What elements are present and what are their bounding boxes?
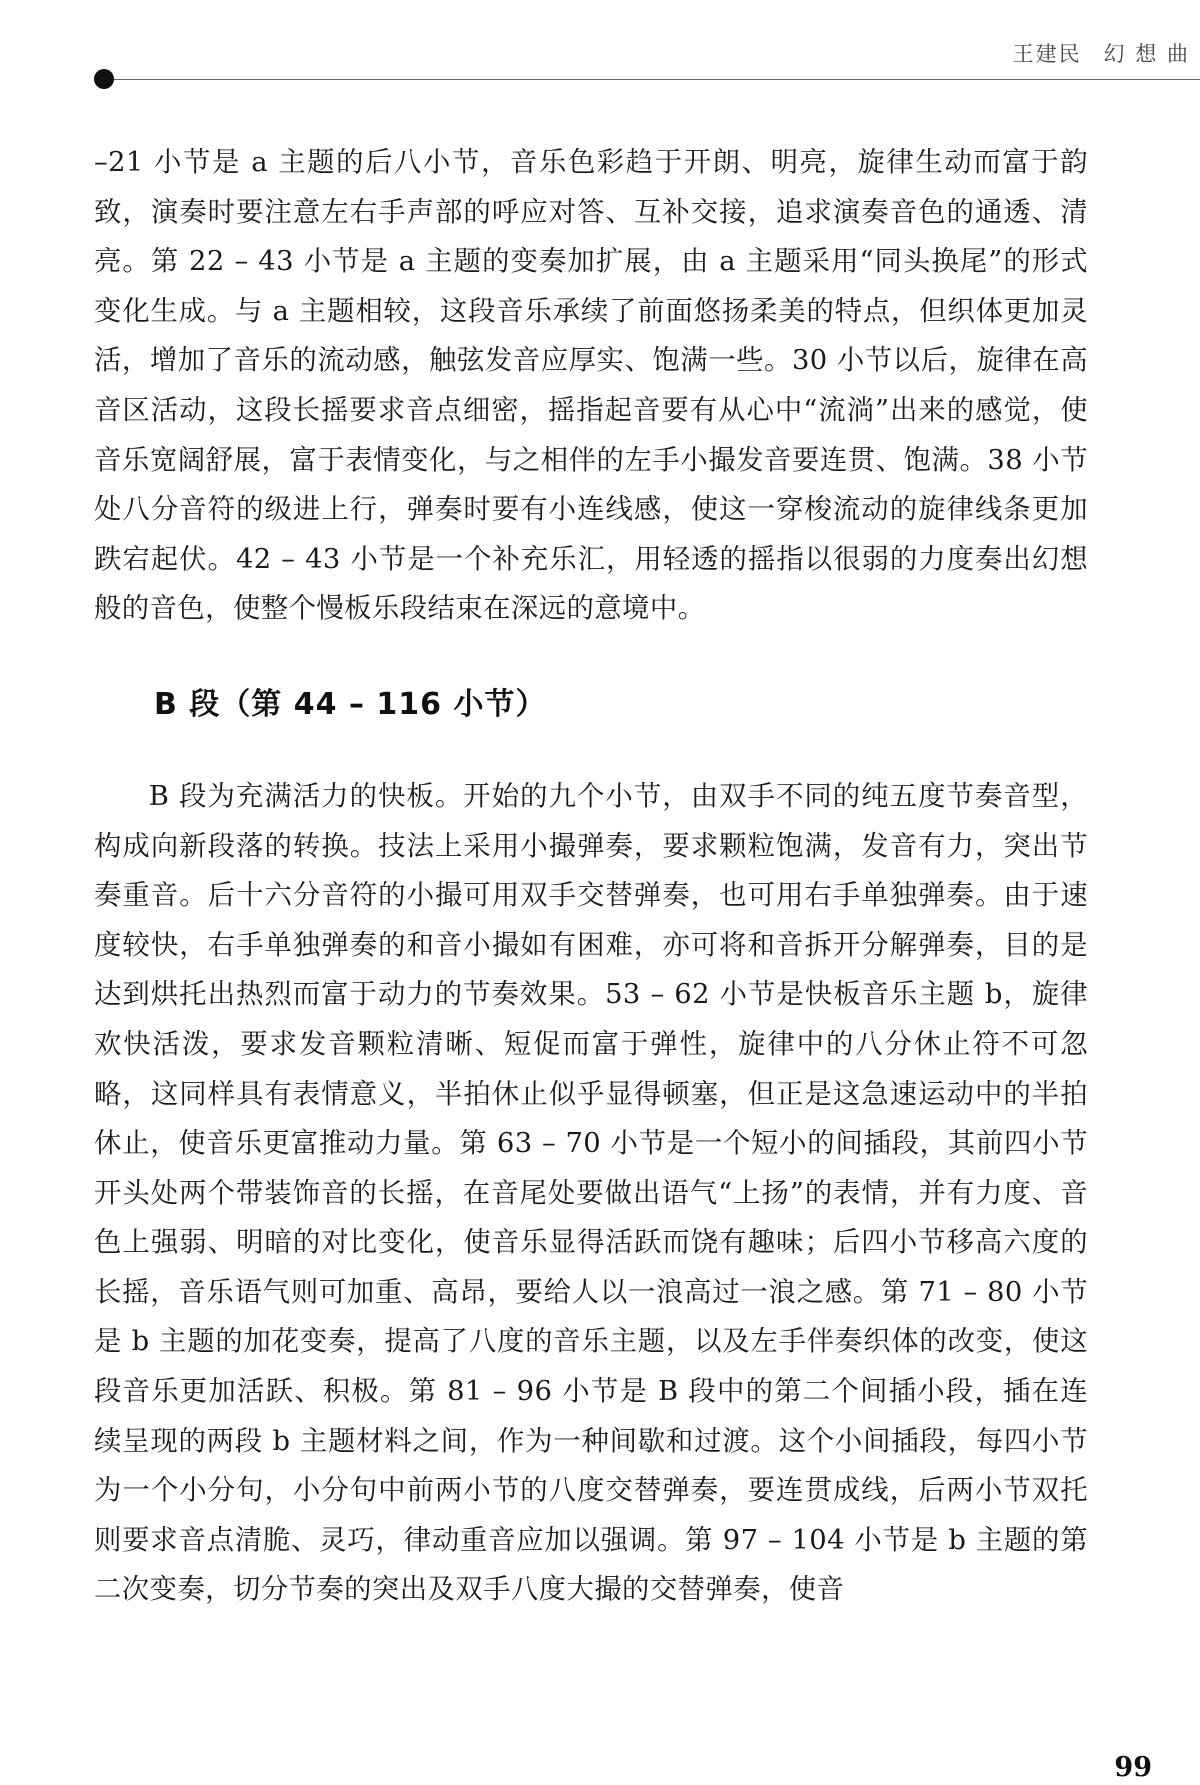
header-title: 幻 想 曲	[1103, 42, 1190, 66]
section-heading: B 段（第 44 – 116 小节）	[154, 686, 547, 722]
paragraph-continuation: –21 小节是 a 主题的后八小节，音乐色彩趋于开朗、明亮，旋律生动而富于韵致，演奏时要注意左右手声部的呼应对答、互补交接，追求演奏音色的通透、清亮。第 22 – 43 小节是 a 主题的变奏加扩展，由 a 主题采用“同头换尾”的形式变化生成。与 a 主题相较，这段音乐承续了前面悠扬柔美的特点，但织体更加灵活，增加了音乐的流动感，触弦发音应厚实、饱满一些。30 小节以后，旋律在高音区活动，这段长摇要求音点细密，摇指起音要有从心中“流淌”出来的感觉，使音乐宽阔舒展，富于表情变化，与之相伴的左手小撮发音要连贯、饱满。38 小节处八分音符的级进上行，弹奏时要有小连线感，使这一穿梭流动的旋律线条更加跌宕起伏。42 – 43 小节是一个补充乐汇，用轻透的摇指以很弱的力度奏出幻想般的音色，使整个慢板乐段结束在深远的意境中。	[94, 147, 1088, 625]
running-header	[1013, 38, 1190, 68]
page-number: 99	[1114, 1752, 1152, 1783]
page-content	[94, 138, 1088, 1615]
paragraph-section-b: B 段为充满活力的快板。开始的九个小节，由双手不同的纯五度节奏音型，构成向新段落的转换。技法上采用小撮弹奏，要求颗粒饱满，发音有力，突出节奏重音。后十六分音符的小撮可用双手交替弹奏，也可用右手单独弹奏。由于速度较快，右手单独弹奏的和音小撮如有困难，亦可将和音拆开分解弹奏，目的是达到烘托出热烈而富于动力的节奏效果。53 – 62 小节是快板音乐主题 b，旋律欢快活泼，要求发音颗粒清晰、短促而富于弹性，旋律中的八分休止符不可忽略，这同样具有表情意义，半拍休止似乎显得顿塞，但正是这急速运动中的半拍休止，使音乐更富推动力量。第 63 – 70 小节是一个短小的间插段，其前四小节开头处两个带装饰音的长摇，在音尾处要做出语气“上扬”的表情，并有力度、音色上强弱、明暗的对比变化，使音乐显得活跃而饶有趣味；后四小节移高六度的长摇，音乐语气则可加重、高昂，要给人以一浪高过一浪之感。第 71 – 80 小节是 b 主题的加花变奏，提高了八度的音乐主题，以及左手伴奏织体的改变，使这段音乐更加活跃、积极。第 81 – 96 小节是 B 段中的第二个间插小段，插在连续呈现的两段 b 主题材料之间，作为一种间歇和过渡。这个小间插段，每四小节为一个小分句，小分句中前两小节的八度交替弹奏，要连贯成线，后两小节双托则要求音点清脆、灵巧，律动重音应加以强调。第 97 – 104 小节是 b 主题的第二次变奏，切分节奏的突出及双手八度大撮的交替弹奏，使音	[94, 780, 1089, 1606]
header-bullet-dot	[94, 69, 114, 89]
header-rule	[104, 79, 1200, 80]
header-author: 王建民	[1012, 42, 1082, 66]
